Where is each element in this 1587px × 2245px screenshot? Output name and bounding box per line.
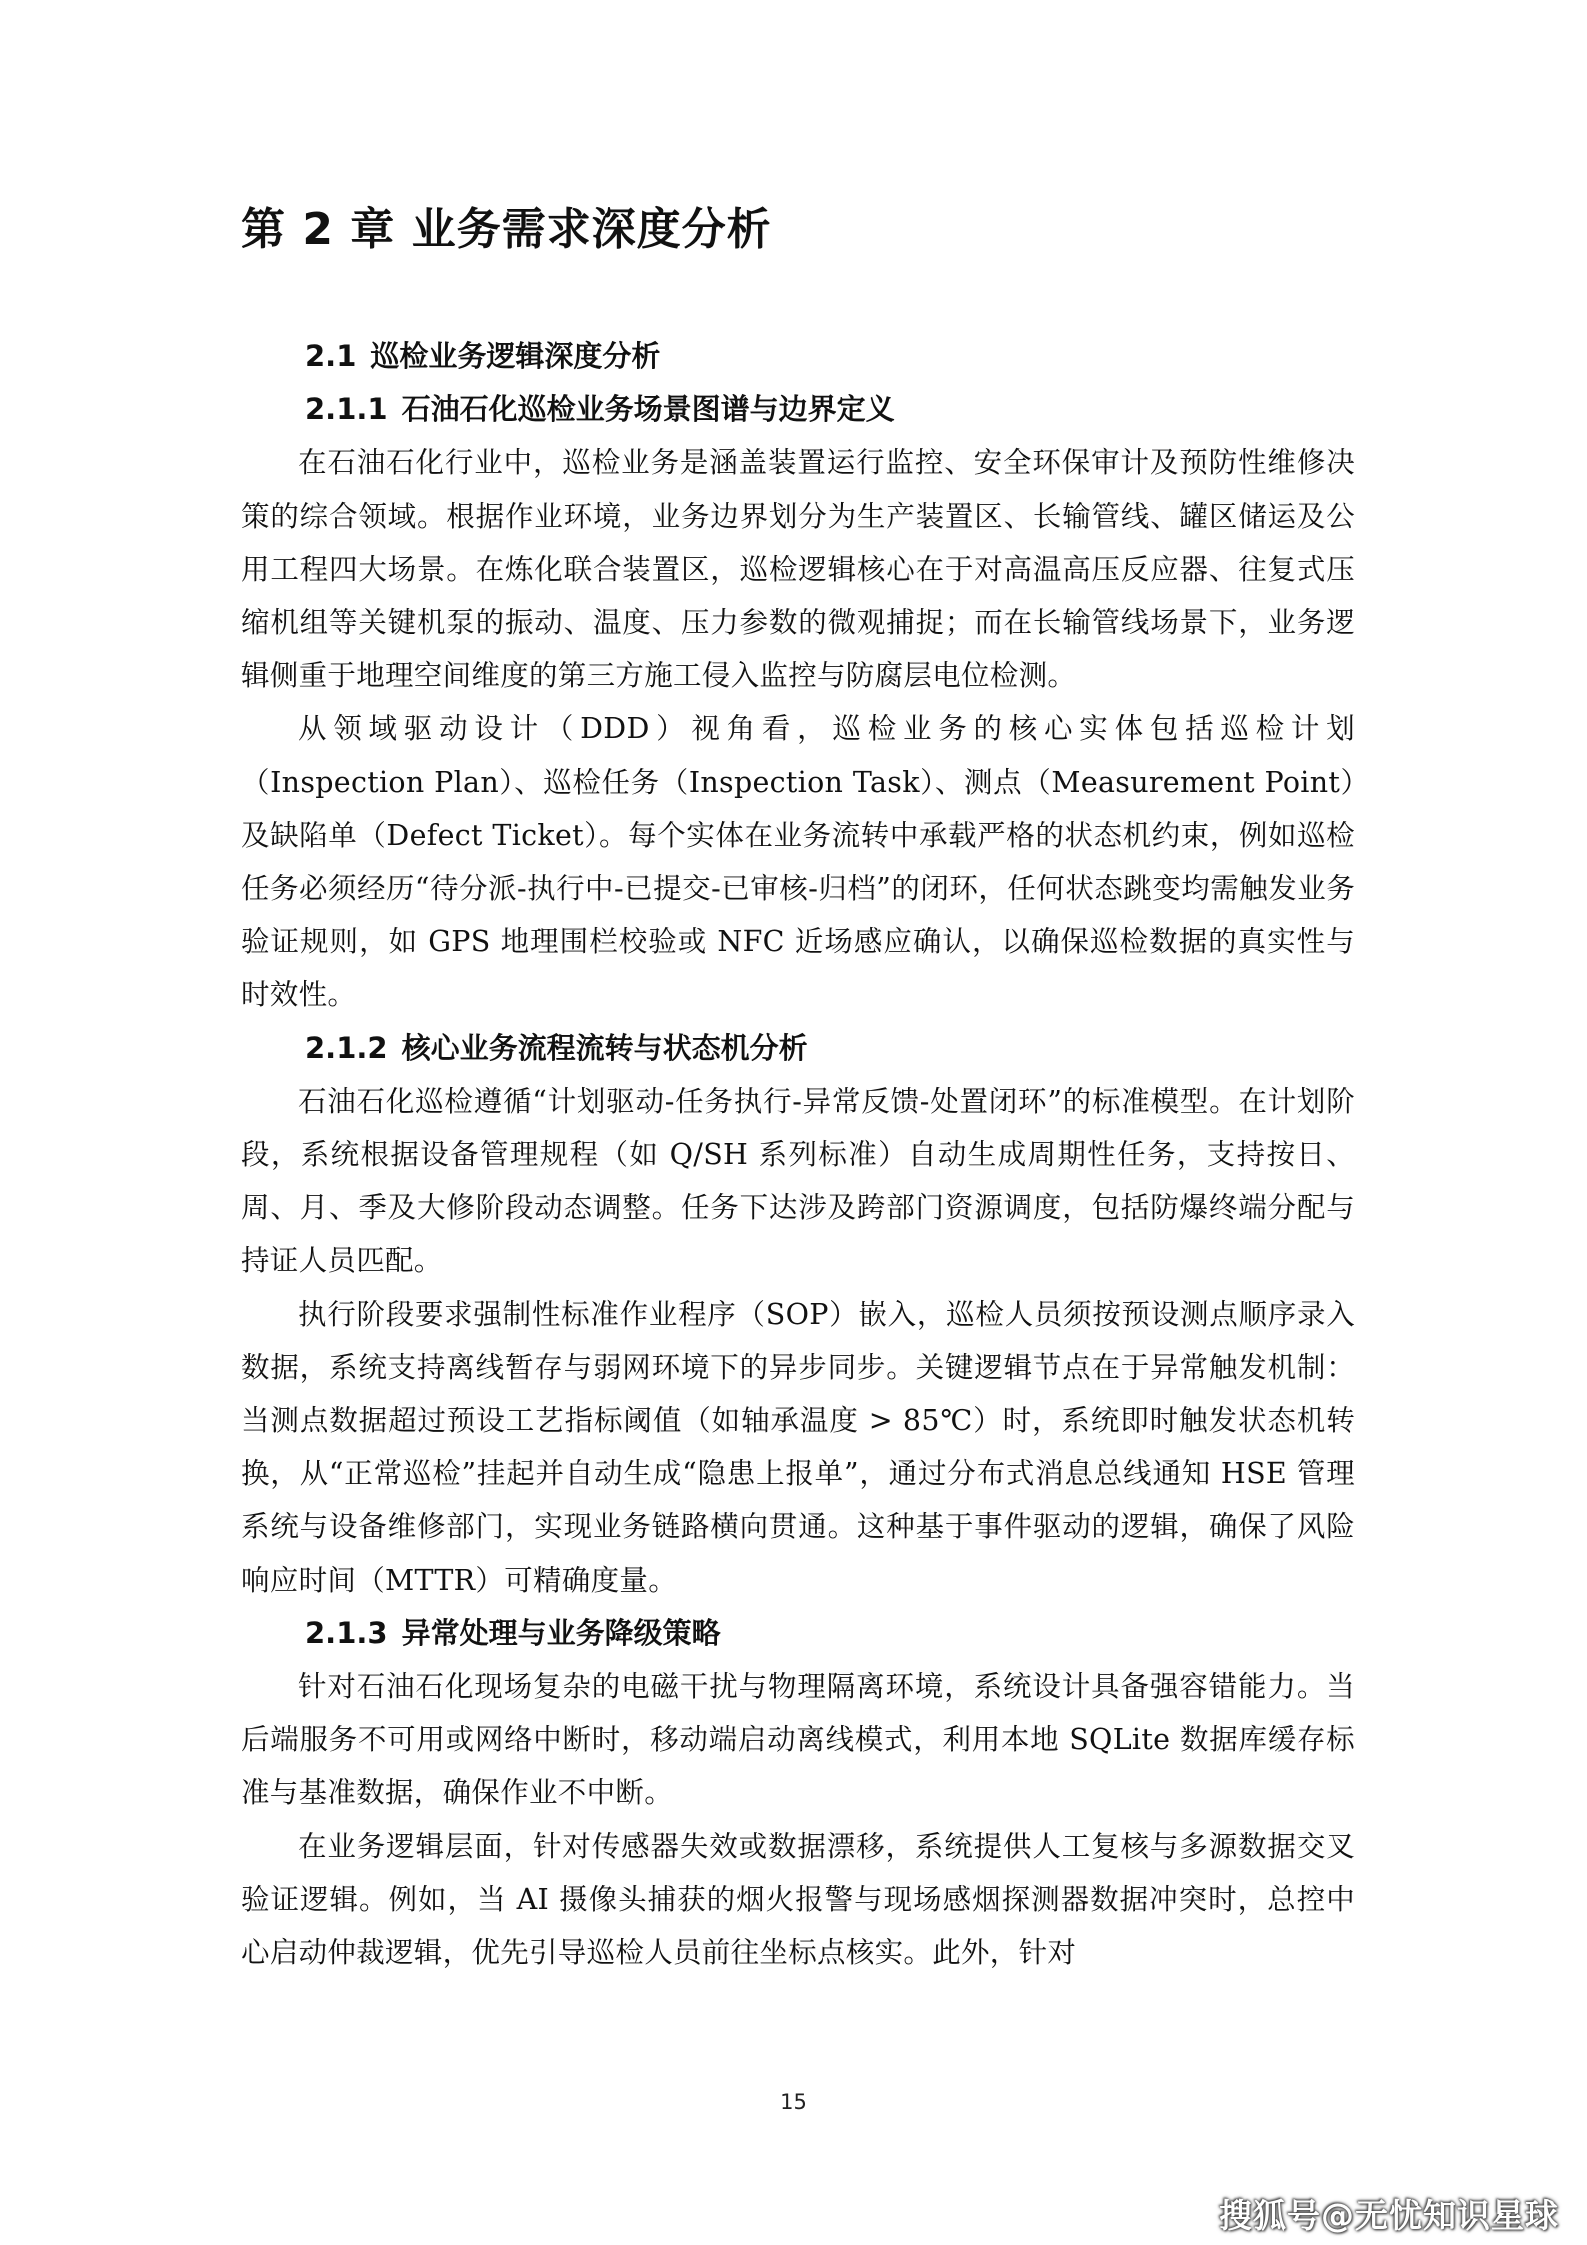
subsection-number: 2.1.3 <box>305 1615 388 1650</box>
chapter-title: 第 2 章 业务需求深度分析 <box>241 204 772 255</box>
paragraph: 石油石化巡检遵循“计划驱动-任务执行-异常反馈-处置闭环”的标准模型。在计划阶段，系统根据设备管理规程（如 Q/SH 系列标准）自动生成周期性任务，支持按日、周、月、季及大修阶段动态调整。任务下达涉及跨部门资源调度，包括防爆终端分配与持证人员匹配。 <box>241 1084 1355 1278</box>
subsection-title: 异常处理与业务降级策略 <box>401 1615 721 1650</box>
subsection-heading <box>241 1022 1355 1075</box>
paragraph: 针对石油石化现场复杂的电磁干扰与物理隔离环境，系统设计具备强容错能力。当后端服务不可用或网络中断时，移动端启动离线模式，利用本地 SQLite 数据库缓存标准与基准数据，确保作业不中断。 <box>241 1670 1355 1810</box>
page-content <box>241 330 1355 1979</box>
paragraph: 在业务逻辑层面，针对传感器失效或数据漂移，系统提供人工复核与多源数据交叉验证逻辑。例如，当 AI 摄像头捕获的烟火报警与现场感烟探测器数据冲突时，总控中心启动仲裁逻辑，优先引导巡检人员前往坐标点核实。此外，针对 <box>241 1829 1355 1970</box>
section-number: 2.1 <box>305 339 357 373</box>
paragraph: 从领域驱动设计（DDD）视角看，巡检业务的核心实体包括巡检计划（Inspection Plan）、巡检任务（Inspection Task）、测点（Measurement Point）及缺陷单（Defect Ticket）。每个实体在业务流转中承载严格的状态机约束，例如巡检任务必须经历“待分派-执行中-已提交-已审核-归档”的闭环，任何状态跳变均需触发业务验证规则，如 GPS 地理围栏校验或 NFC 近场感应确认，以确保巡检数据的真实性与时效性。 <box>241 712 1355 1012</box>
subsection-title: 核心业务流程流转与状态机分析 <box>401 1030 808 1065</box>
subsection-number: 2.1.2 <box>305 1030 388 1065</box>
paragraph: 在石油石化行业中，巡检业务是涵盖装置运行监控、安全环保审计及预防性维修决策的综合领域。根据作业环境，业务边界划分为生产装置区、长输管线、罐区储运及公用工程四大场景。在炼化联合装置区，巡检逻辑核心在于对高温高压反应器、往复式压缩机组等关键机泵的振动、温度、压力参数的微观捕捉；而在长输管线场景下，业务逻辑侧重于地理空间维度的第三方施工侵入监控与防腐层电位检测。 <box>241 446 1355 693</box>
section-title: 巡检业务逻辑深度分析 <box>370 339 661 373</box>
page-number: 15 <box>780 2090 807 2114</box>
subsection-title: 石油石化巡检业务场景图谱与边界定义 <box>401 392 895 427</box>
subsection-number: 2.1.1 <box>305 392 388 427</box>
watermark: 搜狐号@无忧知识星球 <box>1219 2196 1559 2235</box>
section-heading <box>241 330 1355 383</box>
subsection-heading <box>241 1607 1355 1660</box>
subsection-heading <box>241 383 1355 436</box>
paragraph: 执行阶段要求强制性标准作业程序（SOP）嵌入，巡检人员须按预设测点顺序录入数据，系统支持离线暂存与弱网环境下的异步同步。关键逻辑节点在于异常触发机制：当测点数据超过预设工艺指标阈值（如轴承温度 > 85℃）时，系统即时触发状态机转换，从“正常巡检”挂起并自动生成“隐患上报单”，通过分布式消息总线通知 HSE 管理系统与设备维修部门，实现业务链路横向贯通。这种基于事件驱动的逻辑，确保了风险响应时间（MTTR）可精确度量。 <box>241 1297 1355 1597</box>
